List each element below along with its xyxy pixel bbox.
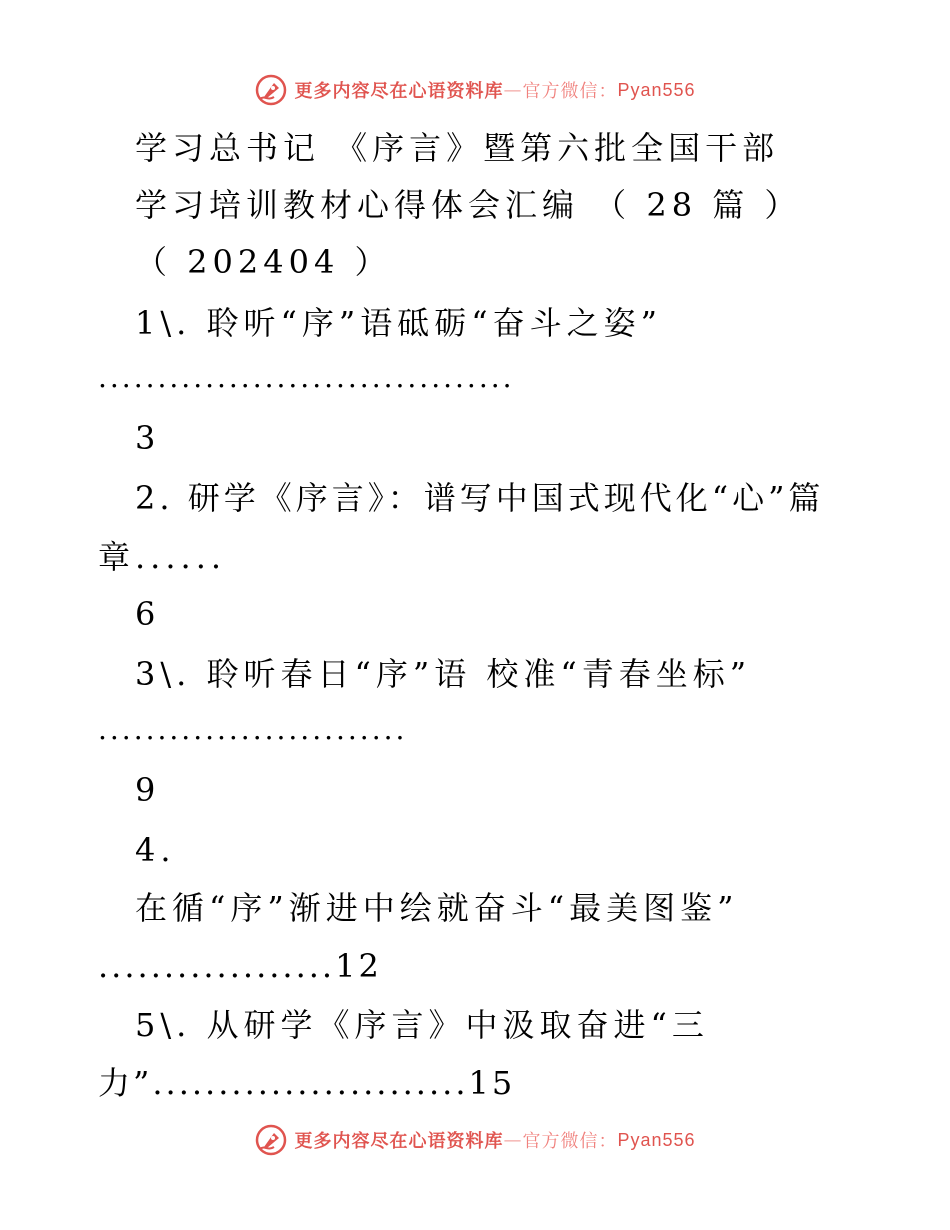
toc-item-2-page: 6 xyxy=(135,595,161,633)
toc-item-1-page: 3 xyxy=(135,419,161,457)
toc-item-4-title: 在循“序”渐进中绘就奋斗“最美图鉴” xyxy=(135,889,739,927)
toc-item-3-title: 3\. 聆听春日“序”语 校准“青春坐标” xyxy=(135,655,752,693)
toc-item-1-title: 1\. 聆听“序”语砥砺“奋斗之姿” xyxy=(135,304,662,342)
toc-item-5-title-cont: 力”........................15 xyxy=(98,1064,516,1102)
watermark-contact-label: 官方微信： xyxy=(522,81,618,102)
doc-title-line-1: 学习总书记 《序言》暨第六批全国干部 xyxy=(135,129,780,167)
watermark-handle: Pyan556 xyxy=(617,1129,696,1150)
doc-title-line-3: （ 202404 ） xyxy=(135,243,392,281)
watermark-handle: Pyan556 xyxy=(617,79,696,100)
footer-watermark xyxy=(0,1120,950,1160)
watermark-dash: — xyxy=(503,79,523,101)
toc-item-4-number: 4. xyxy=(135,831,176,869)
pen-nib-logo-icon xyxy=(254,73,288,107)
toc-item-2-title-cont: 章...... xyxy=(98,538,227,576)
toc-item-3-leader: .......................... xyxy=(98,713,408,746)
watermark-dash: — xyxy=(503,1129,523,1151)
pen-nib-logo-icon xyxy=(254,1123,288,1157)
toc-item-1-leader: ................................... xyxy=(98,361,515,394)
watermark-text: 更多内容尽在心语资料库 xyxy=(294,81,504,102)
watermark-contact-label: 官方微信： xyxy=(522,1131,618,1152)
toc-item-5-title: 5\. 从研学《序言》中汲取奋进“三 xyxy=(135,1006,709,1044)
doc-title-line-2: 学习培训教材心得体会汇编 （ 28 篇 ） xyxy=(135,186,802,224)
toc-item-2-title: 2. 研学《序言》：谱写中国式现代化“心”篇 xyxy=(135,479,825,517)
toc-item-3-page: 9 xyxy=(135,771,161,809)
toc-item-4-leader-page: ..................12 xyxy=(98,947,382,985)
header-watermark xyxy=(0,70,950,110)
watermark-text: 更多内容尽在心语资料库 xyxy=(294,1131,504,1152)
